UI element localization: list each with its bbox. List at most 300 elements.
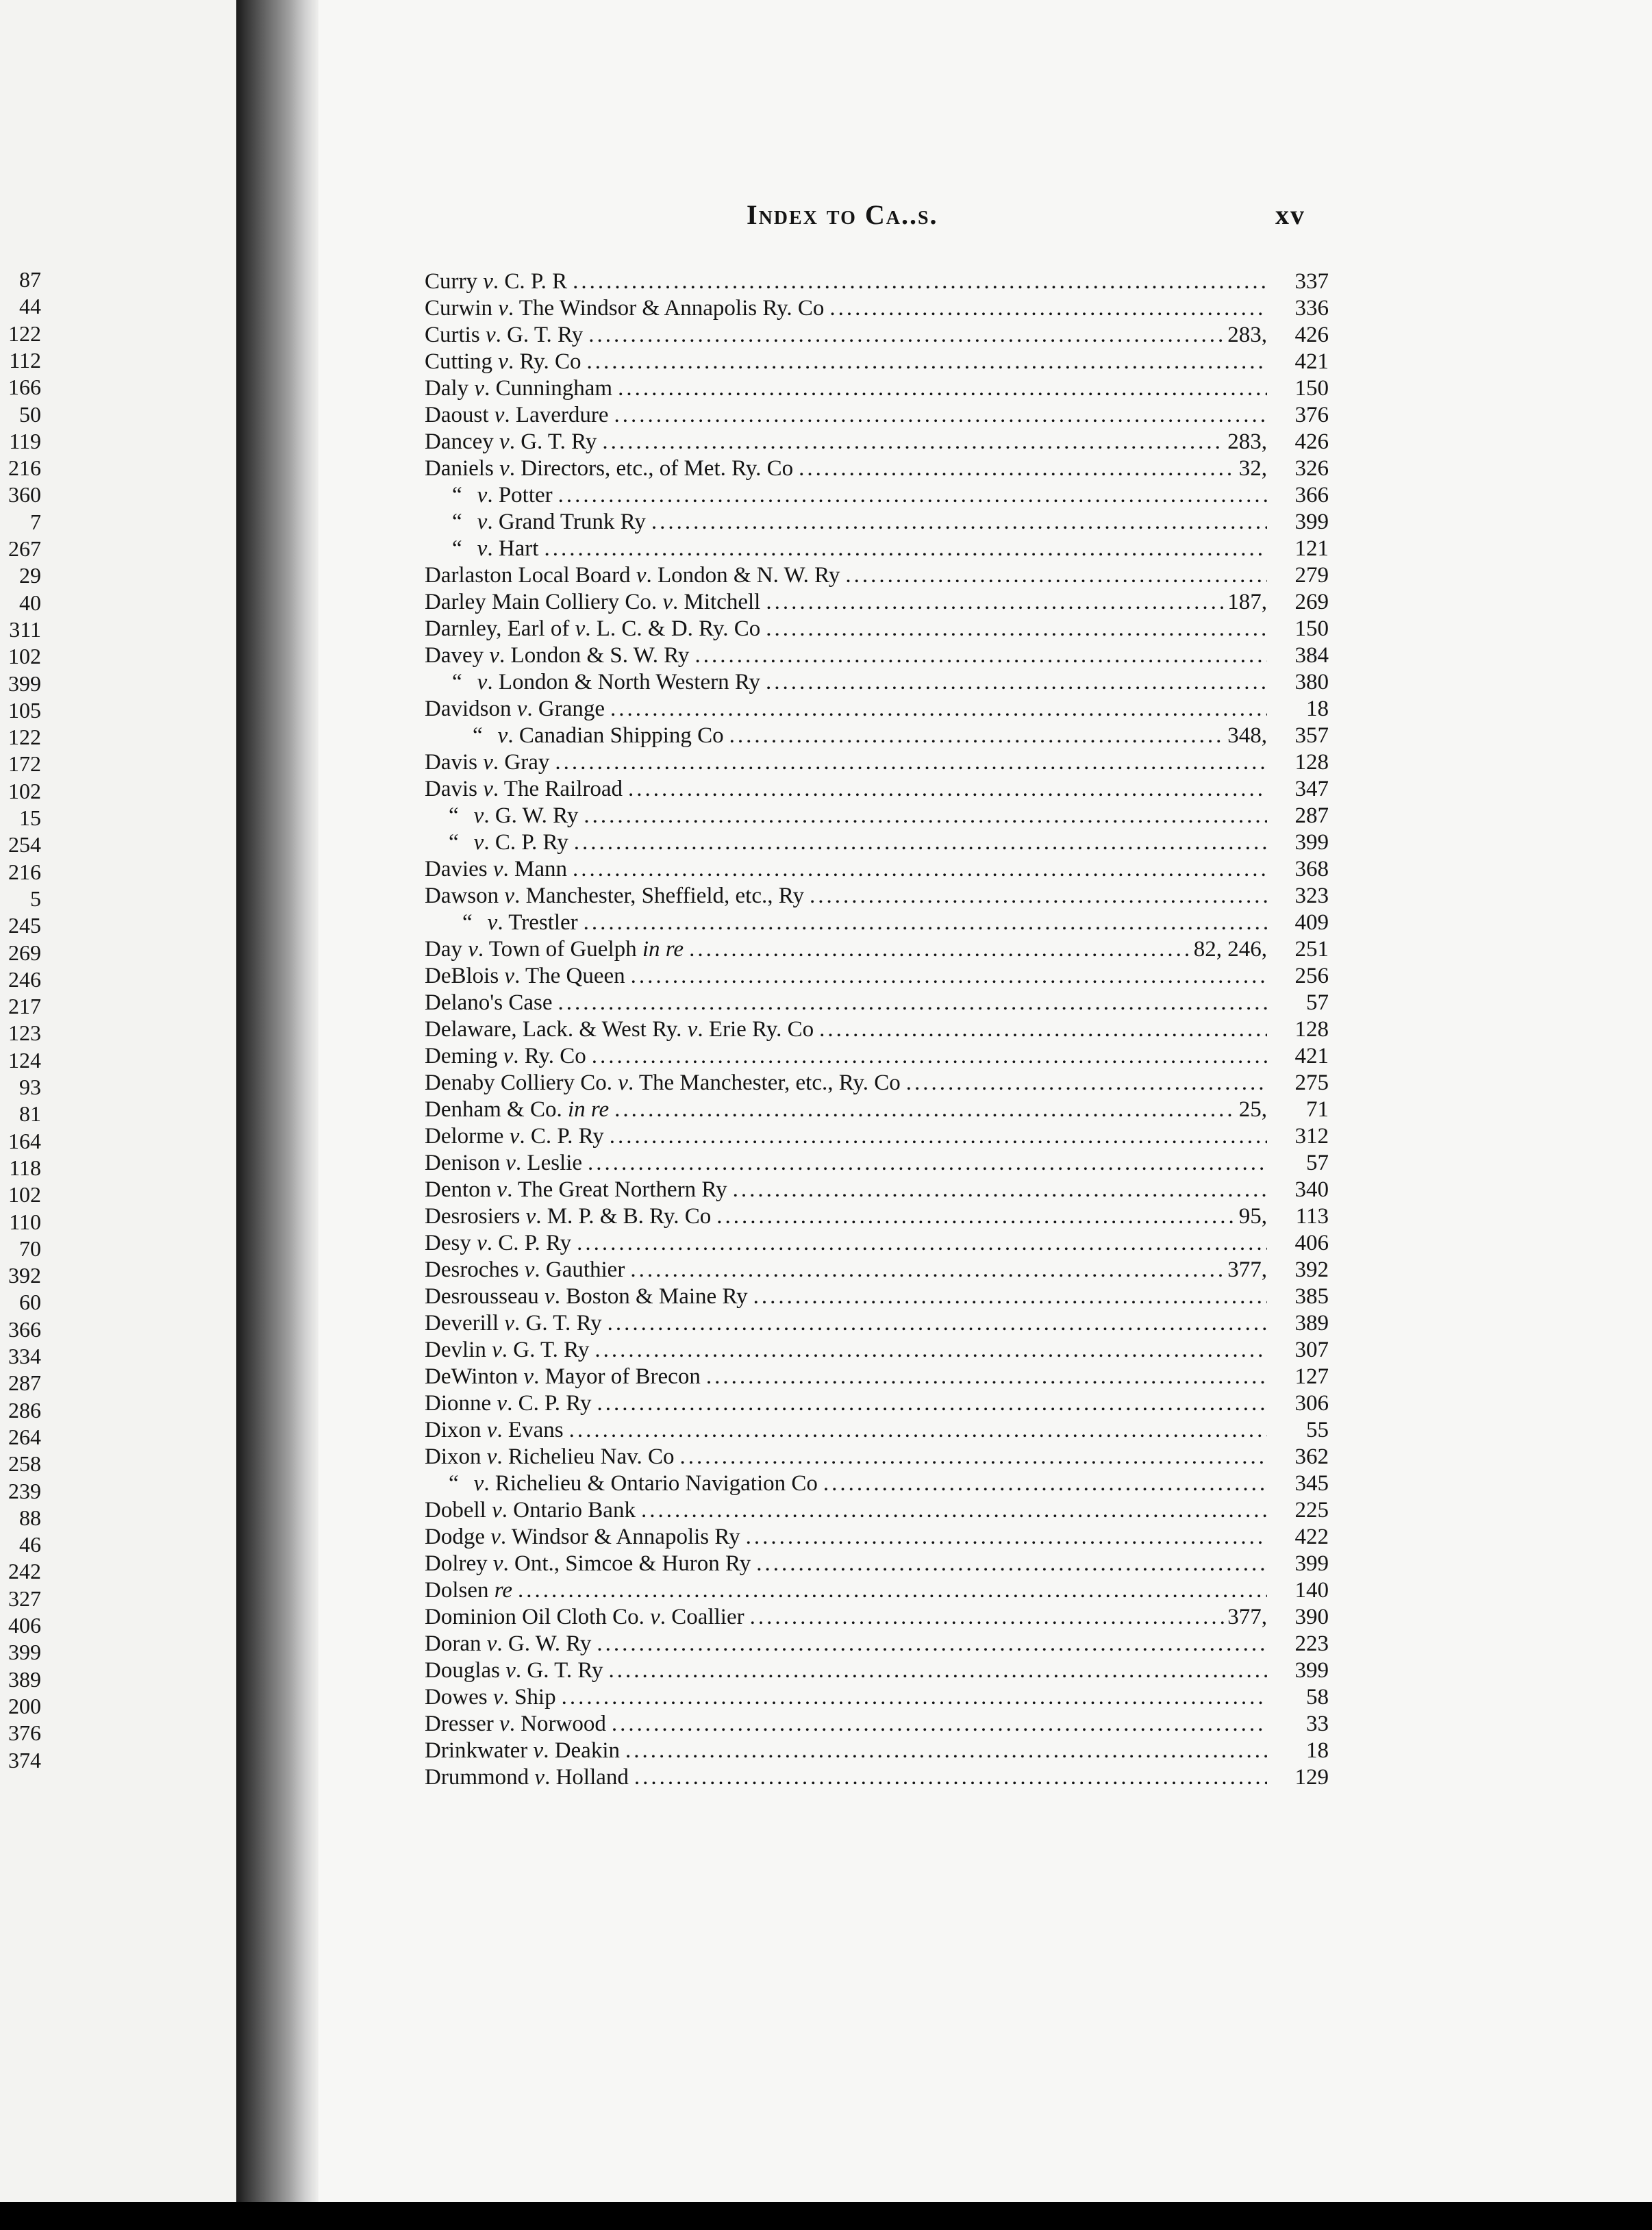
page-reference: 55 xyxy=(1306,1418,1329,1442)
page-header-title: Index to Ca..s. xyxy=(747,199,938,230)
index-entry-case xyxy=(425,1150,1267,1176)
index-entry-case xyxy=(425,1283,1267,1310)
index-entry xyxy=(425,669,1329,695)
index-entry-case xyxy=(473,723,1267,749)
dot-leader xyxy=(729,723,1225,749)
page-reference: 406 xyxy=(1294,1231,1329,1255)
index-entry-case xyxy=(425,990,1267,1016)
index-entry xyxy=(425,1551,1329,1577)
page-reference: 399 xyxy=(1294,510,1329,534)
index-entry xyxy=(425,936,1329,962)
index-entry xyxy=(425,1390,1329,1416)
index-entry xyxy=(425,1738,1329,1764)
case-name: Desy v. C. P. Ry xyxy=(425,1231,572,1255)
index-entry xyxy=(425,1764,1329,1790)
page-reference: 421 xyxy=(1294,1044,1329,1068)
dot-leader xyxy=(716,1203,1236,1229)
case-name: Darnley, Earl of v. L. C. & D. Ry. Co xyxy=(425,616,761,641)
page-reference: 57 xyxy=(1306,1151,1329,1175)
page-reference: 140 xyxy=(1294,1578,1329,1603)
case-name: Dodge v. Windsor & Annapolis Ry xyxy=(425,1525,740,1549)
page-reference: 385 xyxy=(1294,1284,1329,1309)
ditto-mark: “ xyxy=(452,670,462,694)
left-page-number: 264 xyxy=(8,1425,41,1449)
left-page-number: 399 xyxy=(8,1640,41,1664)
index-entry xyxy=(425,1444,1329,1470)
index-entry xyxy=(425,589,1329,615)
case-name: v. Trestler xyxy=(487,910,578,935)
page-reference: 340 xyxy=(1294,1177,1329,1202)
ditto-mark: “ xyxy=(452,510,462,534)
dot-leader xyxy=(597,1631,1267,1657)
index-entry xyxy=(425,1364,1329,1390)
left-page-number: 50 xyxy=(19,402,41,427)
index-entry-case xyxy=(425,1123,1267,1149)
dot-leader xyxy=(819,1016,1267,1042)
page-reference: 362 xyxy=(1294,1444,1329,1469)
index-entry-case xyxy=(425,402,1267,428)
index-entry xyxy=(425,1470,1329,1496)
index-entry xyxy=(425,536,1329,562)
index-entry-case xyxy=(425,963,1267,989)
left-page-number: 239 xyxy=(8,1479,41,1503)
page-reference: 399 xyxy=(1294,1658,1329,1683)
index-entry-case xyxy=(425,696,1267,722)
left-page-number: 15 xyxy=(19,805,41,830)
index-entry xyxy=(425,375,1329,401)
page-reference: 312 xyxy=(1294,1124,1329,1149)
ditto-mark: “ xyxy=(449,803,459,828)
left-page-number: 81 xyxy=(19,1101,41,1126)
page-reference: 57 xyxy=(1306,990,1329,1015)
left-page-number: 164 xyxy=(8,1129,41,1153)
left-page-number: 29 xyxy=(19,563,41,588)
dot-leader xyxy=(588,1150,1267,1176)
index-entry xyxy=(425,856,1329,882)
case-name: Daly v. Cunningham xyxy=(425,376,613,401)
left-page-number: 172 xyxy=(8,751,41,776)
case-name: Delano's Case xyxy=(425,990,553,1015)
page-reference: 422 xyxy=(1294,1525,1329,1549)
dot-leader xyxy=(753,1283,1267,1310)
index-entry-case xyxy=(425,1070,1267,1096)
case-name: Denton v. The Great Northern Ry xyxy=(425,1177,727,1202)
left-page-number: 5 xyxy=(30,886,41,911)
dot-leader xyxy=(634,1764,1267,1790)
additional-page-reference: 32, xyxy=(1238,456,1267,481)
index-entry-case xyxy=(452,509,1267,535)
dot-leader xyxy=(555,749,1267,775)
ditto-mark: “ xyxy=(473,723,483,748)
page-number: xv xyxy=(1275,199,1305,230)
case-name: v. Richelieu & Ontario Navigation Co xyxy=(473,1471,818,1496)
case-name: DeBlois v. The Queen xyxy=(425,964,625,988)
page-reference: 150 xyxy=(1294,616,1329,641)
index-entry xyxy=(425,1604,1329,1630)
dot-leader xyxy=(823,1470,1267,1496)
left-page-number: 286 xyxy=(8,1398,41,1423)
index-entry-case xyxy=(425,1177,1267,1203)
case-name: v. Potter xyxy=(477,483,553,508)
dot-leader xyxy=(766,616,1267,642)
index-entry-case xyxy=(425,1604,1267,1630)
page-reference: 113 xyxy=(1295,1204,1329,1229)
dot-leader xyxy=(577,1230,1267,1256)
case-name: Dawson v. Manchester, Sheffield, etc., Ry xyxy=(425,884,804,908)
index-entry-case xyxy=(425,936,1267,962)
index-entry xyxy=(425,1711,1329,1737)
left-page-number: 200 xyxy=(8,1694,41,1718)
case-name: Dionne v. C. P. Ry xyxy=(425,1391,592,1416)
case-name: Davis v. The Railroad xyxy=(425,777,623,801)
page-reference: 409 xyxy=(1294,910,1329,935)
left-page-number: 392 xyxy=(8,1263,41,1288)
page-reference: 389 xyxy=(1294,1311,1329,1336)
index-entry-case xyxy=(425,1497,1267,1523)
page-reference: 269 xyxy=(1294,590,1329,614)
dot-leader xyxy=(630,1257,1225,1283)
ditto-mark: “ xyxy=(449,830,459,855)
case-name: Dresser v. Norwood xyxy=(425,1712,606,1736)
dot-leader xyxy=(562,1684,1267,1710)
dot-leader xyxy=(706,1364,1267,1390)
page-reference: 380 xyxy=(1294,670,1329,694)
index-entry xyxy=(425,963,1329,989)
dot-leader xyxy=(799,455,1236,481)
left-page-number: 217 xyxy=(8,994,41,1018)
dot-leader xyxy=(614,402,1267,428)
case-name: DeWinton v. Mayor of Brecon xyxy=(425,1364,701,1389)
index-entry-case xyxy=(425,1577,1267,1603)
case-name: Davies v. Mann xyxy=(425,857,568,881)
left-page-number: 366 xyxy=(8,1317,41,1342)
additional-page-reference: 348, xyxy=(1227,723,1267,748)
dot-leader xyxy=(597,1390,1267,1416)
page-reference: 323 xyxy=(1294,884,1329,908)
case-name: Doran v. G. W. Ry xyxy=(425,1631,592,1656)
left-page-number: 399 xyxy=(8,671,41,696)
dot-leader xyxy=(625,1738,1267,1764)
index-entry xyxy=(425,1524,1329,1550)
index-entry-case xyxy=(425,883,1267,909)
index-entry-case xyxy=(452,669,1267,695)
left-page-number: 327 xyxy=(8,1586,41,1611)
additional-page-reference: 187, xyxy=(1227,590,1267,614)
left-page-number: 242 xyxy=(8,1559,41,1583)
index-entry xyxy=(425,803,1329,829)
page-reference: 287 xyxy=(1294,803,1329,828)
index-entry xyxy=(425,1631,1329,1657)
dot-leader xyxy=(558,482,1267,508)
index-entry-case xyxy=(425,1417,1267,1443)
case-name: Deverill v. G. T. Ry xyxy=(425,1311,602,1336)
page-reference: 399 xyxy=(1294,830,1329,855)
dot-leader xyxy=(766,669,1267,695)
index-entry xyxy=(425,1203,1329,1229)
index-entry-case xyxy=(425,1310,1267,1336)
left-page-number: 102 xyxy=(8,644,41,668)
index-entry-case xyxy=(425,1043,1267,1069)
index-entry-case xyxy=(425,322,1267,348)
index-entry xyxy=(425,1016,1329,1042)
dot-leader xyxy=(612,1711,1267,1737)
case-name: Desrousseau v. Boston & Maine Ry xyxy=(425,1284,748,1309)
left-page-number: 216 xyxy=(8,860,41,884)
index-entry-case xyxy=(449,829,1267,855)
case-name: v. London & North Western Ry xyxy=(477,670,761,694)
case-name: Devlin v. G. T. Ry xyxy=(425,1338,590,1362)
case-name: Dolsen re xyxy=(425,1578,513,1603)
index-entry xyxy=(425,696,1329,722)
ditto-mark: “ xyxy=(449,1471,459,1496)
index-entry xyxy=(425,1123,1329,1149)
left-page-number: 105 xyxy=(8,698,41,723)
page-reference: 421 xyxy=(1294,349,1329,374)
index-entry xyxy=(425,1310,1329,1336)
dot-leader xyxy=(587,349,1268,375)
dot-leader xyxy=(746,1524,1267,1550)
additional-page-reference: 25, xyxy=(1238,1097,1267,1122)
case-name: Dolrey v. Ont., Simcoe & Huron Ry xyxy=(425,1551,751,1576)
index-entry-case xyxy=(425,589,1267,615)
case-name: v. C. P. Ry xyxy=(473,830,568,855)
dot-leader xyxy=(614,1097,1236,1123)
index-entry xyxy=(425,642,1329,668)
page-reference: 256 xyxy=(1294,964,1329,988)
page-reference: 306 xyxy=(1294,1391,1329,1416)
left-page-number: 166 xyxy=(8,375,41,399)
page-reference: 357 xyxy=(1294,723,1329,748)
index-entry xyxy=(425,562,1329,588)
index-entry xyxy=(425,1230,1329,1256)
index-entry-case xyxy=(425,1657,1267,1683)
case-name: Dancey v. G. T. Ry xyxy=(425,429,597,454)
page-reference: 128 xyxy=(1294,750,1329,775)
index-entry xyxy=(425,990,1329,1016)
index-entry xyxy=(425,910,1329,936)
index-entry xyxy=(425,776,1329,802)
index-entry xyxy=(425,749,1329,775)
index-entry-case xyxy=(425,429,1267,455)
left-page-number: 88 xyxy=(19,1505,41,1530)
dot-leader xyxy=(588,322,1225,348)
case-name: Douglas v. G. T. Ry xyxy=(425,1658,603,1683)
dot-leader xyxy=(694,642,1267,668)
dot-leader xyxy=(609,1657,1267,1683)
page-reference: 275 xyxy=(1294,1070,1329,1095)
left-page-number: 334 xyxy=(8,1344,41,1368)
left-page-number: 102 xyxy=(8,1182,41,1207)
left-page-number: 123 xyxy=(8,1020,41,1045)
left-page-number: 110 xyxy=(9,1210,41,1234)
index-entry-case xyxy=(452,482,1267,508)
page-reference: 223 xyxy=(1294,1631,1329,1656)
page-reference: 426 xyxy=(1294,429,1329,454)
case-name: Cutting v. Ry. Co xyxy=(425,349,581,374)
page-reference: 225 xyxy=(1294,1498,1329,1523)
case-name: Dobell v. Ontario Bank xyxy=(425,1498,636,1523)
index-entry xyxy=(425,1070,1329,1096)
index-entry-case xyxy=(425,1631,1267,1657)
index-entry-case xyxy=(425,268,1267,295)
dot-leader xyxy=(756,1551,1267,1577)
case-name: Daniels v. Directors, etc., of Met. Ry. Co xyxy=(425,456,794,481)
left-page-number: 376 xyxy=(8,1720,41,1745)
left-page-number: 87 xyxy=(19,267,41,292)
left-page-number: 7 xyxy=(30,510,41,534)
left-page-number: 118 xyxy=(9,1155,41,1180)
ditto-mark: “ xyxy=(462,910,473,935)
dot-leader xyxy=(618,375,1267,401)
index-entry-case xyxy=(425,1764,1267,1790)
case-name: v. Grand Trunk Ry xyxy=(477,510,646,534)
index-entry-case xyxy=(452,536,1267,562)
page-reference: 390 xyxy=(1294,1605,1329,1629)
left-page-number: 258 xyxy=(8,1451,41,1476)
ditto-mark: “ xyxy=(452,483,462,508)
index-entry-case xyxy=(425,1337,1267,1363)
dot-leader xyxy=(628,776,1267,802)
additional-page-reference: 95, xyxy=(1238,1204,1267,1229)
dot-leader xyxy=(573,856,1267,882)
index-entry-case xyxy=(425,1390,1267,1416)
page-reference: 33 xyxy=(1306,1712,1329,1736)
case-name: Drummond v. Holland xyxy=(425,1765,629,1790)
left-page-number: 112 xyxy=(9,348,41,373)
index-entry xyxy=(425,268,1329,295)
index-entry xyxy=(425,1043,1329,1069)
case-name: Denham & Co. in re xyxy=(425,1097,610,1122)
case-name: Deming v. Ry. Co xyxy=(425,1044,586,1068)
dot-leader xyxy=(750,1604,1225,1630)
page-reference: 376 xyxy=(1294,403,1329,427)
index-entry-case xyxy=(425,776,1267,802)
dot-leader xyxy=(574,829,1267,855)
index-entry xyxy=(425,1177,1329,1203)
left-page-number: 93 xyxy=(19,1075,41,1099)
index-entry-case xyxy=(449,803,1267,829)
page-reference: 336 xyxy=(1294,296,1329,321)
dot-leader xyxy=(608,1310,1267,1336)
index-entry-case xyxy=(425,295,1267,321)
index-entry-case xyxy=(425,1364,1267,1390)
index-entry-case xyxy=(449,1470,1267,1496)
scan-border-bottom xyxy=(0,2202,1652,2230)
left-page-number: 360 xyxy=(8,482,41,507)
dot-leader xyxy=(610,696,1267,722)
dot-leader xyxy=(569,1417,1267,1443)
index-entry xyxy=(425,1337,1329,1363)
left-page-number: 406 xyxy=(8,1613,41,1638)
left-page-number: 119 xyxy=(9,429,41,453)
index-entry-case xyxy=(425,1230,1267,1256)
page-reference: 347 xyxy=(1294,777,1329,801)
left-page-number: 374 xyxy=(8,1748,41,1772)
page-reference: 366 xyxy=(1294,483,1329,508)
index-entry-case xyxy=(425,856,1267,882)
page-reference: 384 xyxy=(1294,643,1329,668)
index-entry-case xyxy=(425,749,1267,775)
dot-leader xyxy=(544,536,1267,562)
index-entry xyxy=(425,509,1329,535)
index-entry xyxy=(425,322,1329,348)
left-page-number: 269 xyxy=(8,940,41,965)
left-page-number: 46 xyxy=(19,1532,41,1557)
case-name: Darley Main Colliery Co. v. Mitchell xyxy=(425,590,761,614)
left-page-number: 122 xyxy=(8,725,41,749)
page-reference: 58 xyxy=(1306,1685,1329,1709)
dot-leader xyxy=(733,1177,1267,1203)
case-name: Curry v. C. P. R xyxy=(425,269,568,294)
case-name: Drinkwater v. Deakin xyxy=(425,1738,620,1763)
left-page-number: 216 xyxy=(8,455,41,480)
case-name: v. G. W. Ry xyxy=(473,803,579,828)
index-entry-case xyxy=(462,910,1267,936)
page-reference: 399 xyxy=(1294,1551,1329,1576)
index-entry xyxy=(425,723,1329,749)
case-name: Darlaston Local Board v. London & N. W. Ry xyxy=(425,563,840,588)
case-name: Desrosiers v. M. P. & B. Ry. Co xyxy=(425,1204,712,1229)
dot-leader xyxy=(518,1577,1267,1603)
ditto-mark: “ xyxy=(452,536,462,561)
left-page-number: 246 xyxy=(8,967,41,992)
left-page-number: 245 xyxy=(8,913,41,938)
page-reference: 129 xyxy=(1294,1765,1329,1790)
index-entry-case xyxy=(425,1711,1267,1737)
dot-leader xyxy=(602,429,1225,455)
left-page-number: 389 xyxy=(8,1667,41,1692)
left-page-number: 70 xyxy=(19,1236,41,1261)
dot-leader xyxy=(584,910,1267,936)
index-entry-case xyxy=(425,1738,1267,1764)
left-page-number: 124 xyxy=(8,1048,41,1073)
index-entry-case xyxy=(425,455,1267,481)
left-page-number: 122 xyxy=(8,321,41,346)
case-name: Davidson v. Grange xyxy=(425,697,605,721)
case-name: Daoust v. Laverdure xyxy=(425,403,609,427)
dot-leader xyxy=(558,990,1267,1016)
dot-leader xyxy=(766,589,1225,615)
left-page-number: 60 xyxy=(19,1290,41,1314)
additional-page-reference: 377, xyxy=(1227,1257,1267,1282)
index-entry xyxy=(425,1497,1329,1523)
index-entry-case xyxy=(425,1684,1267,1710)
page-reference: 426 xyxy=(1294,323,1329,347)
index-entry-case xyxy=(425,1097,1267,1123)
case-name: Dominion Oil Cloth Co. v. Coallier xyxy=(425,1605,744,1629)
page-reference: 121 xyxy=(1294,536,1329,561)
left-page-number: 102 xyxy=(8,779,41,803)
index-entry xyxy=(425,1684,1329,1710)
case-name: Denison v. Leslie xyxy=(425,1151,583,1175)
left-page-number: 287 xyxy=(8,1370,41,1395)
page-reference: 18 xyxy=(1306,1738,1329,1763)
index-entry xyxy=(425,616,1329,642)
case-name: Dowes v. Ship xyxy=(425,1685,556,1709)
index-entry-case xyxy=(425,562,1267,588)
additional-page-reference: 283, xyxy=(1227,323,1267,347)
index-entry-case xyxy=(425,1257,1267,1283)
index-entry xyxy=(425,482,1329,508)
dot-leader xyxy=(829,295,1267,321)
case-name: Day v. Town of Guelph in re xyxy=(425,937,684,962)
index-entry xyxy=(425,1657,1329,1683)
index-entry xyxy=(425,829,1329,855)
index-entry-case xyxy=(425,1524,1267,1550)
index-entry xyxy=(425,1150,1329,1176)
page-reference: 345 xyxy=(1294,1471,1329,1496)
page-reference: 337 xyxy=(1294,269,1329,294)
